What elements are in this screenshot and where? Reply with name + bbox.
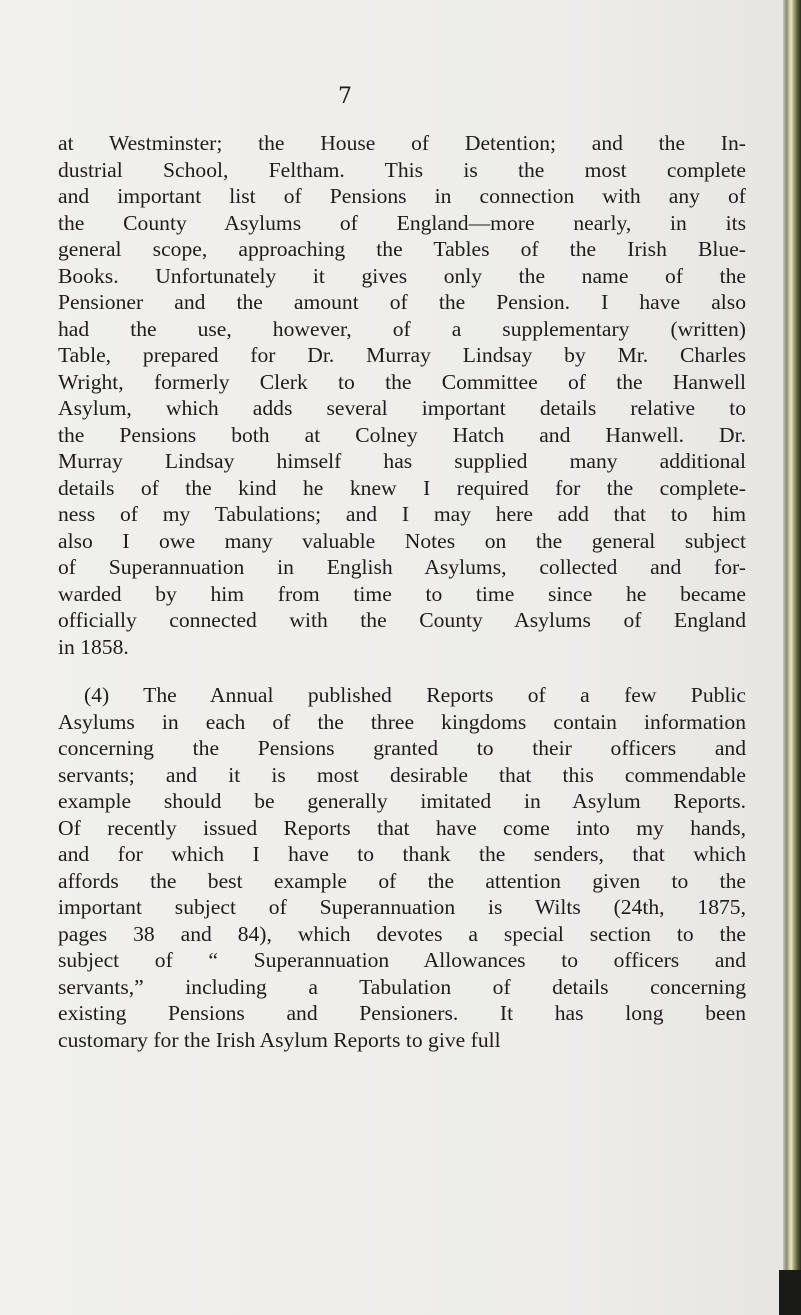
text-line: the County Asylums of England—more nearly, in its [58, 210, 746, 235]
book-spine-shadow [779, 1270, 801, 1315]
text-line: Of recently issued Reports that have come into my hands, [58, 815, 746, 840]
text-line: servants,” including a Tabulation of details concerning [58, 974, 746, 999]
text-line: Asylum, which adds several important details relative to [58, 396, 746, 420]
text-line: officially connected with the County Asylums of England [58, 608, 746, 632]
text-line: Pensioner and the amount of the Pension. I have also [58, 290, 746, 314]
text-line: and important list of Pensions in connection with any of [58, 184, 746, 208]
text-line: concerning the Pensions granted to their officers and [58, 736, 746, 760]
text-line: in 1858. [58, 634, 129, 659]
text-line: important subject of Superannuation is Wilts (24th, 1875, [58, 895, 746, 919]
text-line: (4) The Annual published Reports of a few Public [84, 683, 746, 707]
text-line: had the use, however, of a supplementary (written) [58, 316, 746, 341]
text-line: example should be generally imitated in Asylum Reports. [58, 789, 746, 813]
text-line: ness of my Tabulations; and I may here add that to him [58, 502, 746, 526]
text-line: Wright, formerly Clerk to the Committee of the Hanwell [58, 369, 746, 394]
page-number: 7 [338, 84, 352, 109]
text-line: at Westminster; the House of Detention; and the In- [58, 131, 746, 155]
text-line: subject of “ Superannuation Allowances to officers and [58, 948, 746, 972]
text-line: of Superannuation in English Asylums, collected and for- [58, 555, 746, 579]
book-spine-edge [783, 0, 801, 1315]
text-line: Table, prepared for Dr. Murray Lindsay by Mr. Charles [58, 343, 746, 367]
text-line: details of the kind he knew I required for the complete- [58, 475, 746, 500]
text-line: Asylums in each of the three kingdoms contain information [58, 709, 746, 734]
text-line: warded by him from time to time since he became [58, 581, 746, 606]
text-line: servants; and it is most desirable that this commendable [58, 762, 746, 787]
text-line: affords the best example of the attention given to the [58, 868, 746, 893]
text-line: customary for the Irish Asylum Reports to give full [58, 1027, 501, 1052]
text-line: also I owe many valuable Notes on the general subject [58, 528, 746, 553]
text-line: pages 38 and 84), which devotes a special section to the [58, 921, 746, 946]
paragraph-1 [58, 130, 746, 660]
text-line: and for which I have to thank the senders, that which [58, 842, 746, 866]
text-line: the Pensions both at Colney Hatch and Hanwell. Dr. [58, 422, 746, 447]
paragraph-gap [58, 660, 746, 682]
paragraph-2 [58, 682, 746, 1053]
body-text [58, 130, 746, 1053]
text-line: existing Pensions and Pensioners. It has long been [58, 1001, 746, 1025]
text-line: Murray Lindsay himself has supplied many additional [58, 449, 746, 473]
text-line: Books. Unfortunately it gives only the name of the [58, 263, 746, 288]
text-line: dustrial School, Feltham. This is the most complete [58, 157, 746, 182]
text-line: general scope, approaching the Tables of the Irish Blue- [58, 237, 746, 261]
